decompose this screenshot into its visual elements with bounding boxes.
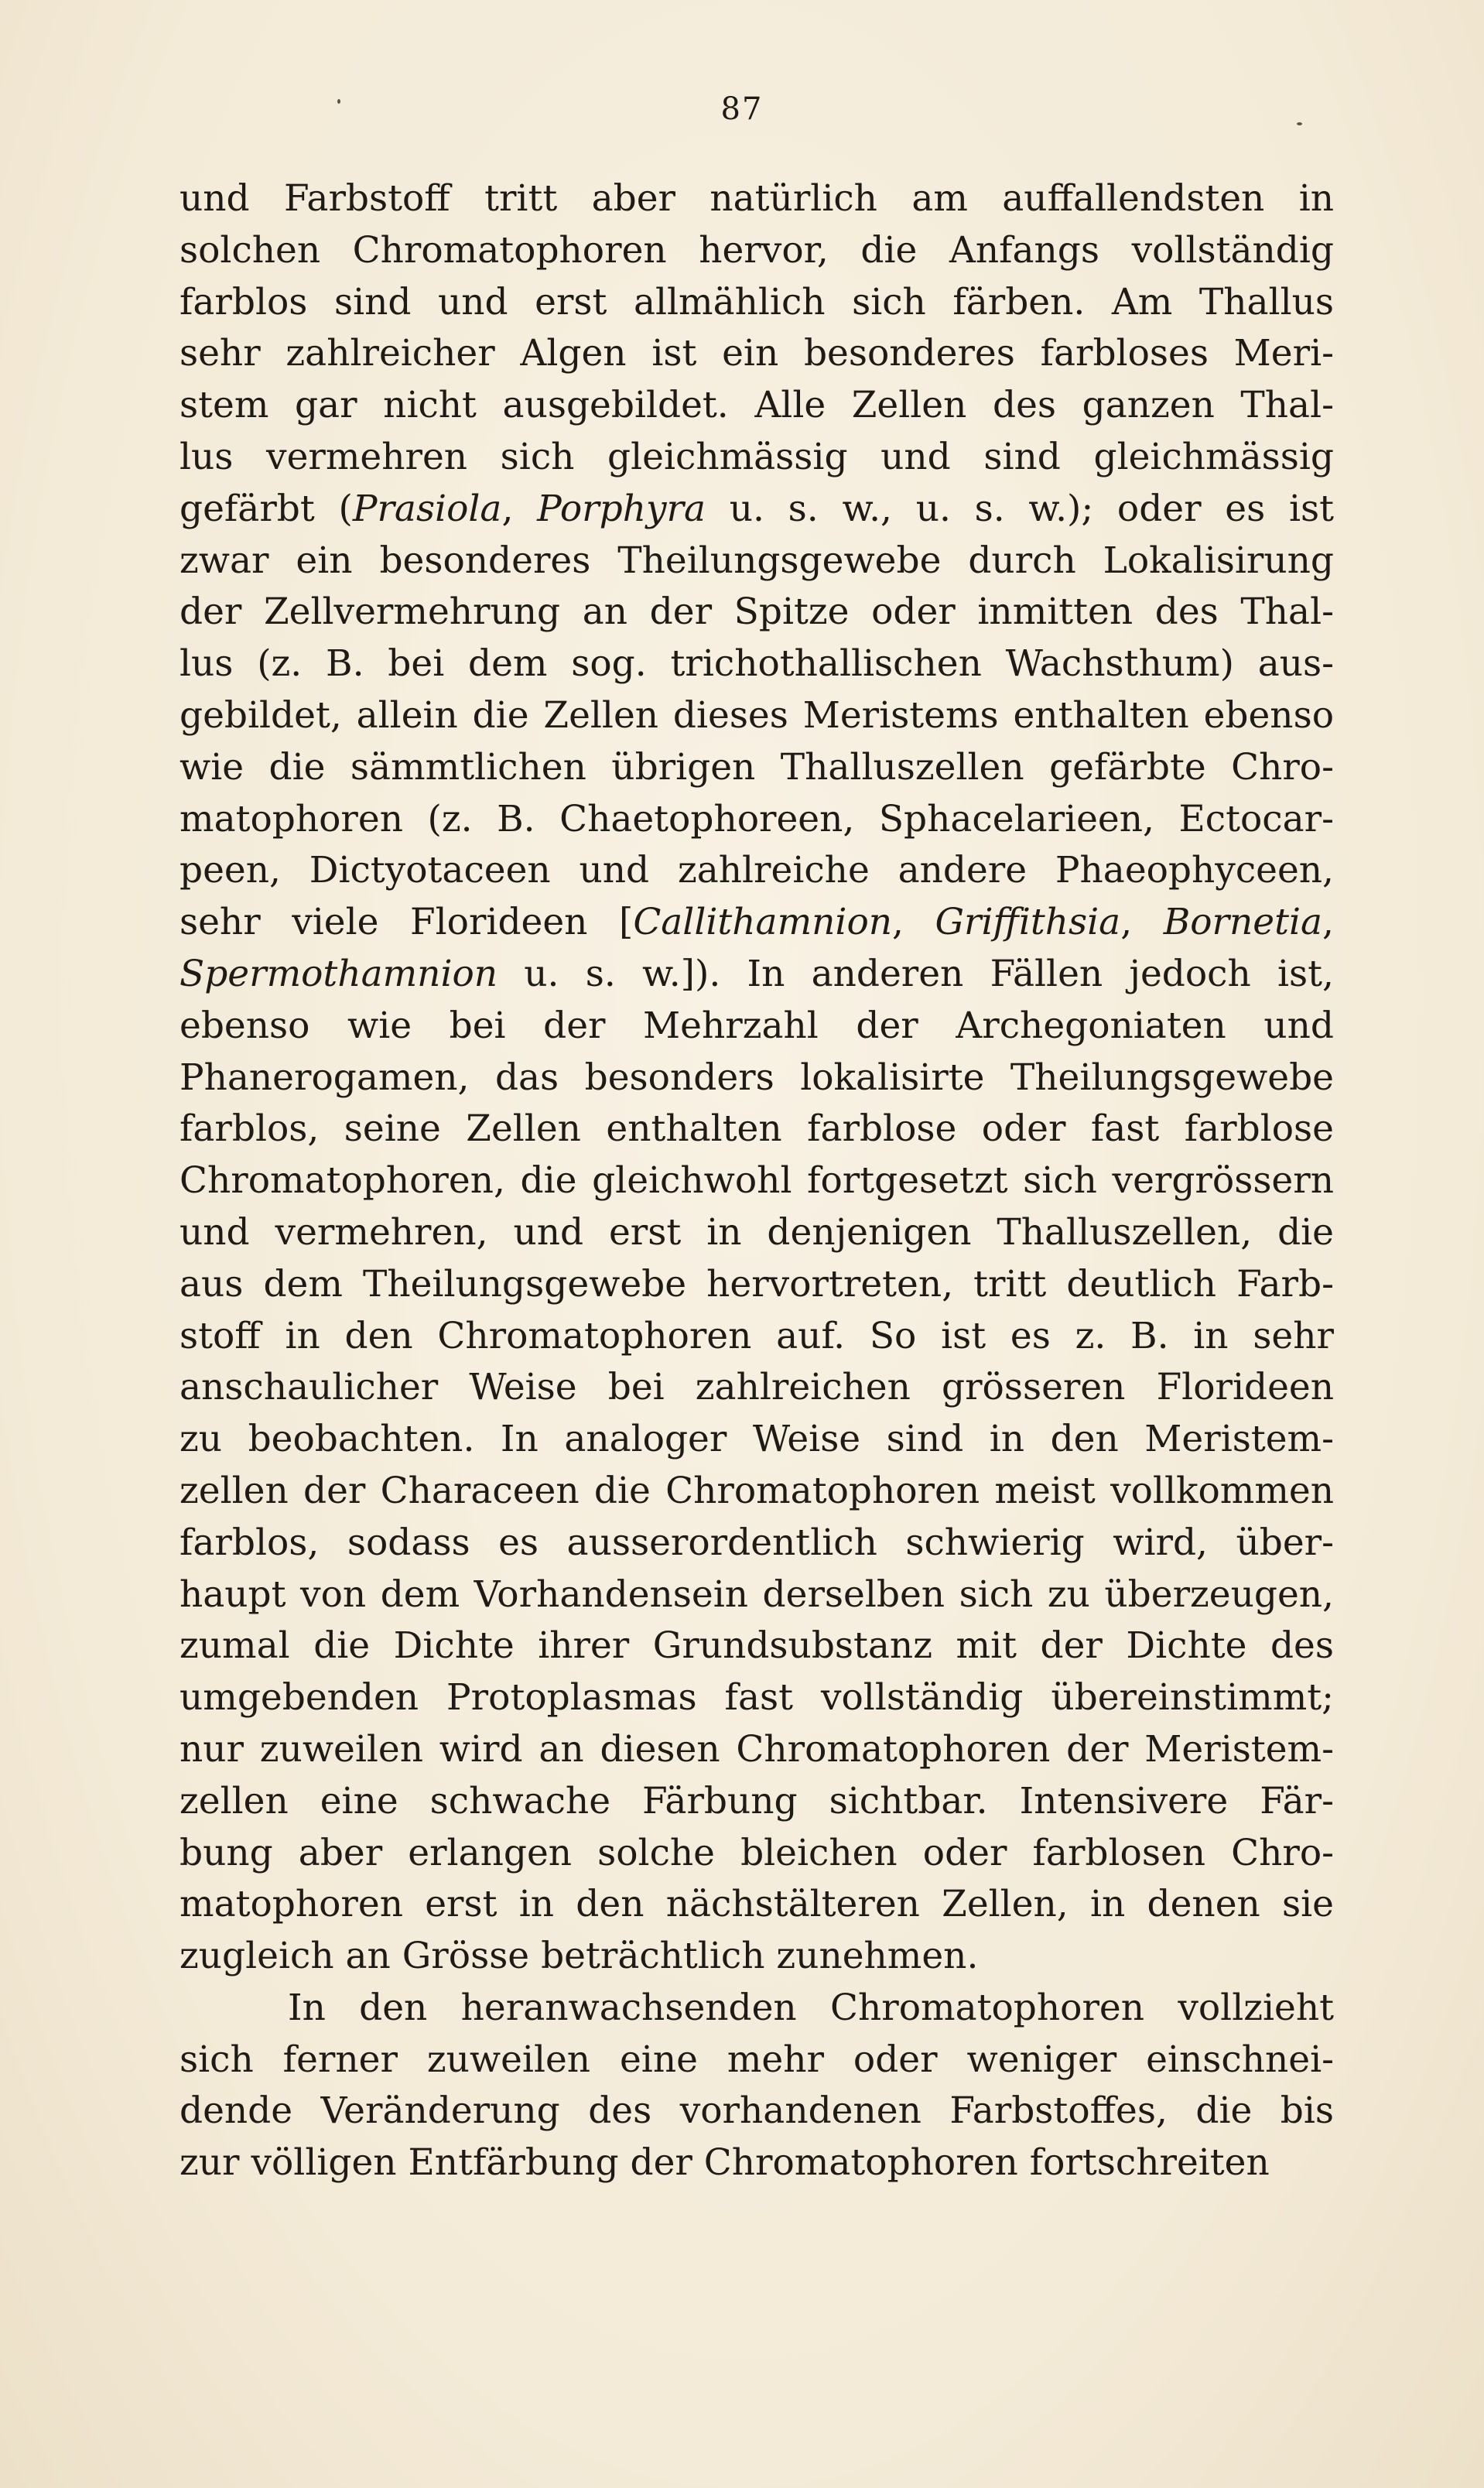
dust-speck bbox=[1297, 122, 1302, 125]
text-segment: haupt von dem Vorhandensein derselben sich zu überzeugen, bbox=[180, 1573, 1334, 1616]
text-segment: anschaulicher Weise bei zahlreichen grösseren Florideen bbox=[180, 1366, 1334, 1409]
text-line bbox=[180, 1828, 1334, 1880]
text-segment: ebenso wie bei der Mehrzahl der Archegoniaten und bbox=[180, 1004, 1334, 1047]
italic-taxon-name: Prasiola bbox=[352, 487, 502, 530]
text-line bbox=[180, 1620, 1334, 1672]
text-line bbox=[180, 1776, 1334, 1828]
text-line bbox=[180, 1569, 1334, 1621]
text-segment: nur zuweilen wird an diesen Chromatophoren der Meristem- bbox=[180, 1727, 1334, 1771]
text-segment: stem gar nicht ausgebildet. Alle Zellen des ganzen Thal- bbox=[180, 384, 1334, 427]
text-segment: farblos sind und erst allmählich sich färben. Am Thallus bbox=[180, 280, 1334, 323]
italic-taxon-name: Porphyra bbox=[537, 487, 706, 530]
text-segment: , bbox=[1322, 901, 1334, 944]
text-segment: lus vermehren sich gleichmässig und sind gleichmässig bbox=[180, 435, 1334, 478]
text-line bbox=[180, 794, 1334, 846]
text-segment: peen, Dictyotaceen und zahlreiche andere Phaeophyceen, bbox=[180, 849, 1334, 892]
text-line bbox=[180, 277, 1334, 329]
text-line bbox=[180, 225, 1334, 277]
text-line bbox=[180, 2137, 1334, 2189]
text-line bbox=[180, 690, 1334, 742]
text-line bbox=[180, 742, 1334, 794]
text-segment: In den heranwachsenden Chromatophoren vollzieht bbox=[288, 1986, 1334, 2029]
text-line bbox=[180, 1466, 1334, 1518]
text-line bbox=[180, 1052, 1334, 1104]
text-segment: stoff in den Chromatophoren auf. So ist es z. B. in sehr bbox=[180, 1314, 1334, 1357]
italic-taxon-name: Bornetia bbox=[1163, 901, 1323, 944]
text-segment: und Farbstoff tritt aber natürlich am auffallendsten in bbox=[180, 177, 1334, 220]
text-line bbox=[180, 1155, 1334, 1207]
text-segment: zellen der Characeen die Chromatophoren meist vollkommen bbox=[180, 1469, 1334, 1512]
text-segment: , bbox=[1120, 901, 1164, 944]
text-line bbox=[180, 1414, 1334, 1466]
text-line bbox=[180, 1879, 1334, 1931]
text-line bbox=[180, 380, 1334, 432]
text-segment: aus dem Theilungsgewebe hervortreten, tritt deutlich Farb- bbox=[180, 1262, 1334, 1306]
text-line bbox=[180, 432, 1334, 484]
text-segment: matophoren (z. B. Chaetophoreen, Sphacelarieen, Ectocar- bbox=[180, 797, 1334, 840]
text-segment: sehr zahlreicher Algen ist ein besonderes farbloses Meri- bbox=[180, 332, 1334, 375]
text-segment: sich ferner zuweilen eine mehr oder weniger einschnei- bbox=[180, 2038, 1334, 2081]
text-line bbox=[180, 1104, 1334, 1155]
text-line bbox=[180, 897, 1334, 949]
text-line bbox=[180, 587, 1334, 638]
text-segment: lus (z. B. bei dem sog. trichothallischen Wachsthum) aus- bbox=[180, 642, 1334, 686]
text-segment: gefärbt ( bbox=[180, 487, 353, 530]
text-line bbox=[180, 2035, 1334, 2086]
text-line bbox=[180, 1311, 1334, 1363]
text-line bbox=[180, 1001, 1334, 1052]
text-segment: Phanerogamen, das besonders lokalisirte Theilungsgewebe bbox=[180, 1056, 1334, 1099]
text-line bbox=[180, 845, 1334, 897]
text-line bbox=[180, 1518, 1334, 1569]
text-line bbox=[180, 484, 1334, 536]
text-line bbox=[180, 949, 1334, 1001]
text-line bbox=[180, 1362, 1334, 1414]
text-line bbox=[180, 1672, 1334, 1724]
text-segment: sehr viele Florideen [ bbox=[180, 901, 634, 944]
text-segment: Chromatophoren, die gleichwohl fortgesetzt sich vergrössern bbox=[180, 1159, 1334, 1203]
text-segment: farblos, sodass es ausserordentlich schwierig wird, über- bbox=[180, 1521, 1334, 1564]
text-segment: gebildet, allein die Zellen dieses Meristems enthalten ebenso bbox=[180, 693, 1334, 737]
text-segment: zwar ein besonderes Theilungsgewebe durch Lokalisirung bbox=[180, 539, 1334, 582]
text-segment: , bbox=[501, 487, 538, 530]
text-segment: u. s. w., u. s. w.); oder es ist bbox=[706, 487, 1334, 530]
text-segment: farblos, seine Zellen enthalten farblose oder fast farblose bbox=[180, 1107, 1334, 1151]
text-segment: wie die sämmtlichen übrigen Thalluszellen gefärbte Chro- bbox=[180, 745, 1334, 789]
italic-taxon-name: Callithamnion bbox=[633, 901, 893, 944]
body-text bbox=[180, 173, 1334, 2189]
text-segment: matophoren erst in den nächstälteren Zellen, in denen sie bbox=[180, 1883, 1334, 1926]
text-segment: solchen Chromatophoren hervor, die Anfangs vollständig bbox=[180, 228, 1334, 272]
italic-taxon-name: Griffithsia bbox=[935, 901, 1121, 944]
text-segment: und vermehren, und erst in denjenigen Thalluszellen, die bbox=[180, 1210, 1334, 1254]
text-segment: der Zellvermehrung an der Spitze oder inmitten des Thal- bbox=[180, 590, 1334, 634]
text-line bbox=[180, 1724, 1334, 1776]
text-segment: zugleich an Grösse beträchtlich zunehmen. bbox=[180, 1935, 979, 1978]
text-segment: umgebenden Protoplasmas fast vollständig übereinstimmt; bbox=[180, 1676, 1334, 1720]
text-segment: zu beobachten. In analoger Weise sind in den Meristem- bbox=[180, 1418, 1334, 1461]
text-line bbox=[180, 638, 1334, 690]
text-segment: dende Veränderung des vorhandenen Farbstoffes, die bis bbox=[180, 2089, 1334, 2133]
text-line bbox=[180, 1259, 1334, 1311]
text-segment: zur völligen Entfärbung der Chromatophoren fortschreiten bbox=[180, 2141, 1270, 2185]
text-line bbox=[180, 2086, 1334, 2137]
text-line bbox=[180, 1931, 1334, 1983]
text-line bbox=[180, 1207, 1334, 1259]
text-segment: zellen eine schwache Färbung sichtbar. Intensivere Fär- bbox=[180, 1779, 1334, 1822]
text-line bbox=[180, 173, 1334, 225]
text-line bbox=[180, 1983, 1334, 2035]
text-segment: , bbox=[892, 901, 935, 944]
italic-taxon-name: Spermothamnion bbox=[180, 952, 498, 995]
text-segment: bung aber erlangen solche bleichen oder farblosen Chro- bbox=[180, 1831, 1334, 1874]
dust-speck bbox=[337, 99, 340, 104]
text-segment: zumal die Dichte ihrer Grundsubstanz mit der Dichte des bbox=[180, 1624, 1334, 1668]
text-segment: u. s. w.]). In anderen Fällen jedoch ist, bbox=[498, 952, 1334, 995]
page-number: 87 bbox=[720, 91, 764, 127]
text-line bbox=[180, 536, 1334, 587]
text-line bbox=[180, 328, 1334, 380]
